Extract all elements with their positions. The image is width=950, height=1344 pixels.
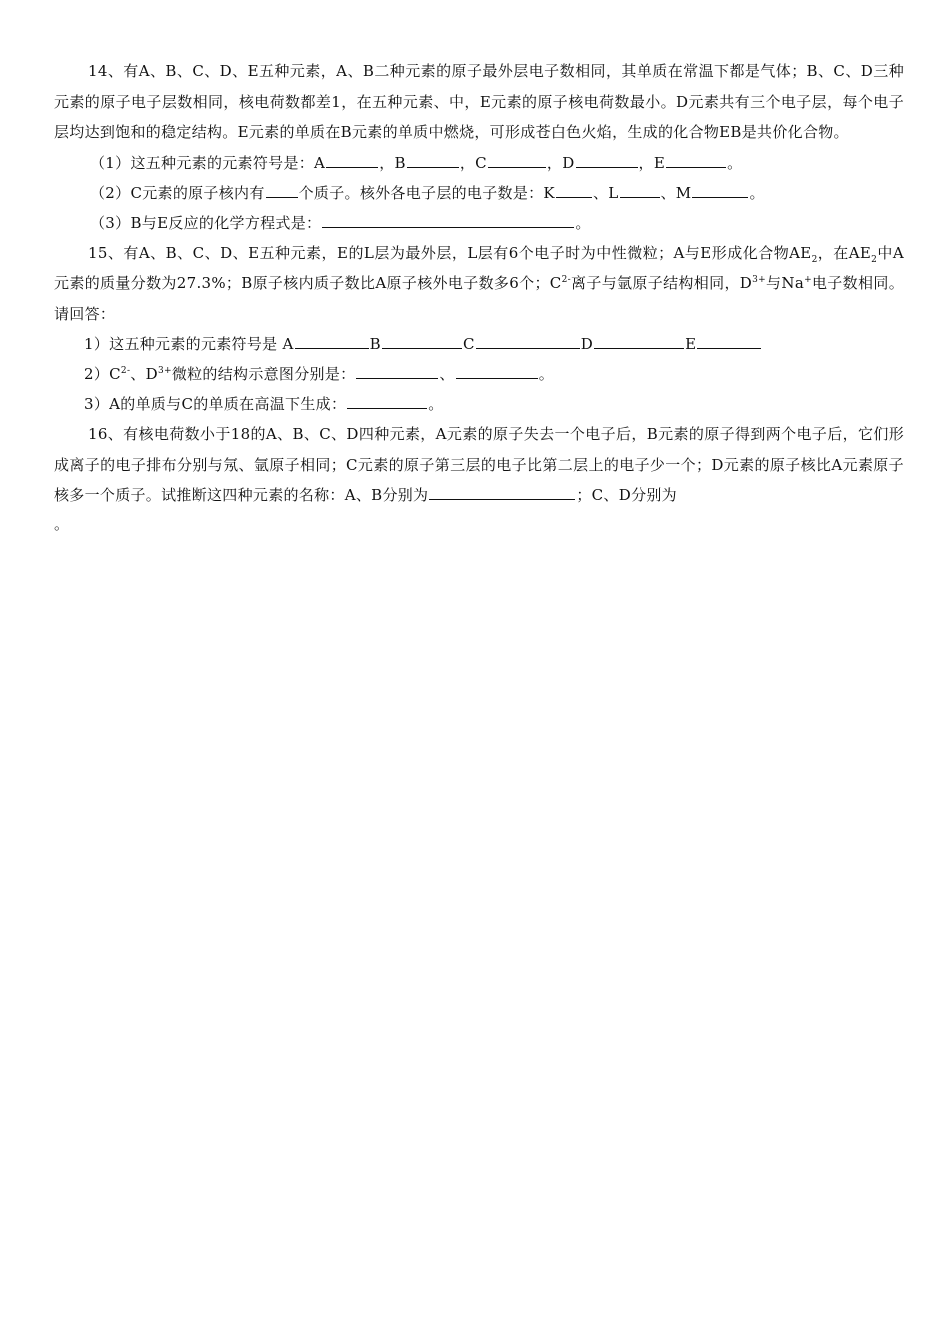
- q14-blank-l[interactable]: [620, 182, 660, 198]
- q15-stem: 15、有A、B、C、D、E五种元素，E的L层为最外层，L层有6个电子时为中性微粒；A与E形成化合物$AE_2$，在$AE_2$中A元素的质量分数为27.3%；B原子核内质子数比A原子核外电子数多6个；$C^{2-}$离子与氩原子结构相同，$D^{3+}$与Na+电子数相同。请回答：: [54, 243, 904, 323]
- q14-blank-c[interactable]: [488, 152, 546, 168]
- q14-blank-d[interactable]: [576, 152, 638, 168]
- worksheet-page: [54, 56, 904, 537]
- q14-part2: （2）C元素的原子核内有 个质子。核外各电子层的电子数是：K 、L 、M 。: [90, 183, 765, 202]
- q14-blank-protons[interactable]: [266, 182, 298, 198]
- q15-blank-c-diagram[interactable]: [356, 363, 438, 379]
- q15-part1: 1）这五种元素的元素符号是 A B C D E: [54, 329, 904, 359]
- q14-part1: （1）这五种元素的元素符号是：A ，B ，C ，D ，E 。: [90, 153, 743, 172]
- q14-blank-equation[interactable]: [322, 212, 574, 228]
- q16-stem: 16、有核电荷数小于18的A、B、C、D四种元素，A元素的原子失去一个电子后，B元素的原子得到两个电子后，它们形成离子的电子排布分别与氖、氩原子相同；C元素的原子第三层的电子比第二层上的电子少一个；D元素的原子核比A元素原子核多一个质子。试推断这四种元素的名称：A、B分别为 ；C、D分别为: [54, 425, 904, 504]
- q15-blank-d-diagram[interactable]: [456, 363, 538, 379]
- q15-blank-e[interactable]: [697, 333, 761, 349]
- q15-blank-a[interactable]: [295, 333, 369, 349]
- q15-blank-d[interactable]: [594, 333, 684, 349]
- q15-part3: 3）A的单质与C的单质在高温下生成： 。: [84, 395, 444, 413]
- q14-blank-e[interactable]: [666, 152, 726, 168]
- q14-blank-k[interactable]: [556, 182, 592, 198]
- q15-blank-product[interactable]: [347, 393, 427, 409]
- q16-end: 。: [54, 514, 70, 533]
- q15-blank-b[interactable]: [382, 333, 462, 349]
- q15-part2: $2)C^{2-}$、$D^{3+}$微粒的结构示意图分别是： 、 。: [84, 365, 555, 383]
- q14-stem: 14、有A、B、C、D、E五种元素，A、B二种元素的原子最外层电子数相同，其单质在常温下都是气体；B、C、D三种元素的原子电子层数相同，核电荷数都差1，在五种元素、中，E元素的原子核电荷数最小。D元素共有三个电子层，每个电子层均达到饱和的稳定结构。E元素的单质在B元素的单质中燃烧，可形成苍白色火焰，生成的化合物EB是共价化合物。: [54, 62, 904, 141]
- q14-blank-b[interactable]: [407, 152, 459, 168]
- q16-blank-ab[interactable]: [429, 484, 575, 500]
- q14-blank-a[interactable]: [326, 152, 378, 168]
- q14-blank-m[interactable]: [692, 182, 748, 198]
- q14-part3: （3）B与E反应的化学方程式是： 。: [90, 213, 591, 232]
- q15-blank-c[interactable]: [476, 333, 580, 349]
